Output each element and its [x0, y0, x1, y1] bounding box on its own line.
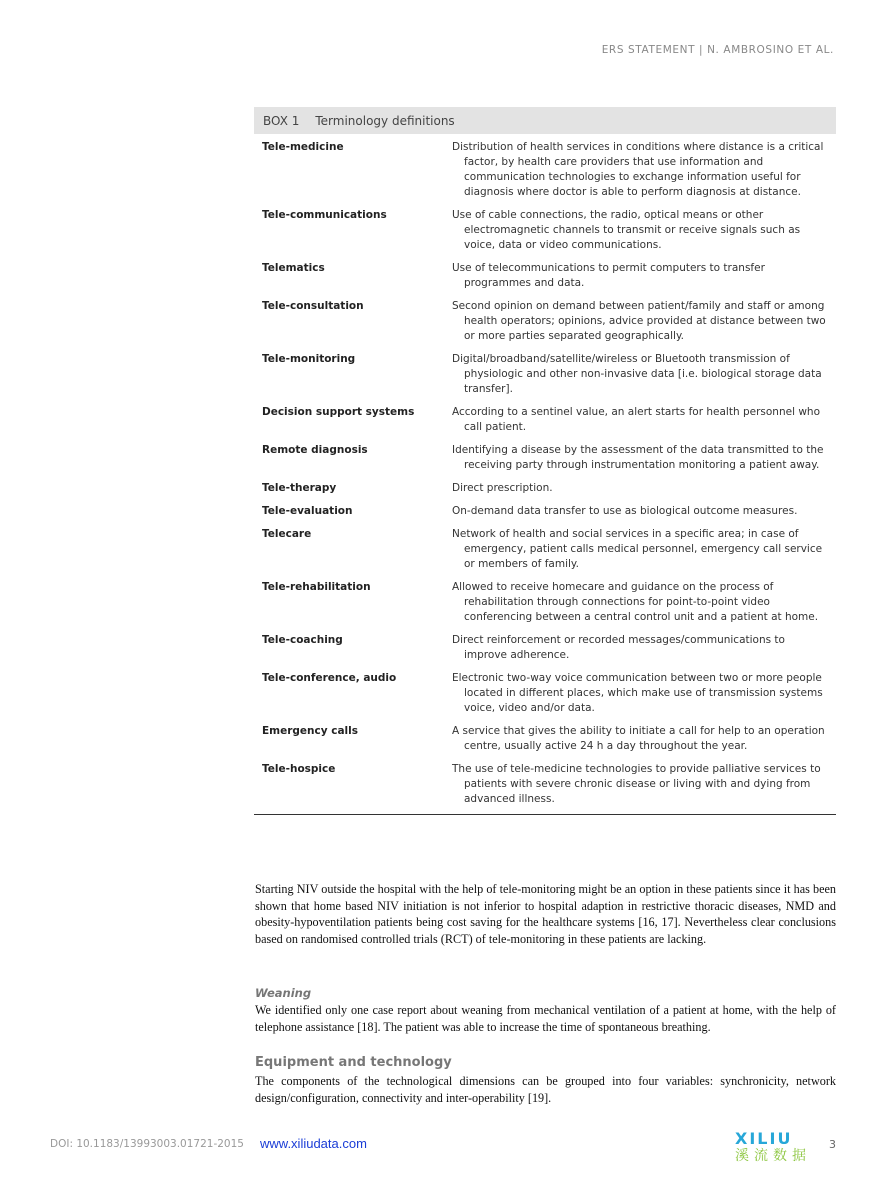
heading-equipment: Equipment and technology [255, 1055, 452, 1070]
term-row [254, 580, 836, 625]
term-row [254, 208, 836, 253]
definition: Digital/broadband/satellite/wireless or Bluetooth transmission of physiologic and other non-invasive data [i.e. biological storage data transfer]. [452, 353, 822, 395]
term-row [254, 633, 836, 663]
definition: The use of tele-medicine technologies to provide palliative services to patients with severe chronic disease or living with and dying from advanced illness. [452, 763, 821, 805]
definition: Network of health and social services in a specific area; in case of emergency, patient calls medical personnel, emergency call service or members of family. [452, 528, 823, 570]
term-row [254, 443, 836, 473]
term: Tele-evaluation [262, 505, 353, 517]
definition: Direct reinforcement or recorded messages/communications to improve adherence. [452, 634, 785, 661]
term-row [254, 671, 836, 716]
body-paragraph-1: Starting NIV outside the hospital with the help of tele-monitoring might be an option in these patients since it has been shown that home based NIV initiation is not inferior to hospital adaption in restrictive thoracic diseases, NMD and obesity-hypoventilation patients being cost saving for the healthcare systems [16, 17]. Nevertheless clear conclusions based on randomised controlled trials (RCT) of tele-monitoring in these patients are lacking. [255, 882, 836, 946]
term-row [254, 299, 836, 344]
subheading-weaning: Weaning [255, 986, 312, 1000]
definition: Allowed to receive homecare and guidance on the process of rehabilitation through connections for point-to-point video conferencing between a central control unit and a patient at home. [452, 581, 819, 623]
logo-cn: 溪流数据 [735, 1148, 811, 1164]
box-body [254, 134, 836, 814]
term: Emergency calls [262, 725, 359, 737]
term: Tele-communications [262, 209, 387, 221]
term-row [254, 527, 836, 572]
term: Tele-rehabilitation [262, 581, 371, 593]
term-row [254, 762, 836, 807]
definition: A service that gives the ability to initiate a call for help to an operation centre, usually active 24 h a day throughout the year. [452, 725, 825, 752]
term: Tele-conference, audio [262, 672, 397, 684]
footer-doi: DOI: 10.1183/13993003.01721-2015 [50, 1138, 244, 1150]
definition: Use of cable connections, the radio, optical means or other electromagnetic channels to transmit or receive signals such as voice, data or video communications. [452, 209, 801, 251]
terminology-box [254, 107, 836, 815]
box-title: Terminology definitions [315, 113, 455, 128]
term-row [254, 504, 836, 519]
term-row [254, 140, 836, 200]
footer-link[interactable]: www.xiliudata.com [260, 1136, 367, 1151]
box-label: BOX 1 [263, 113, 300, 128]
running-head: ERS STATEMENT | N. AMBROSINO ET AL. [601, 44, 834, 56]
term: Tele-hospice [262, 763, 336, 775]
term: Tele-medicine [262, 141, 344, 153]
definition: Electronic two-way voice communication between two or more people located in different places, which make use of transmission systems voice, video and/or data. [452, 672, 823, 714]
term-row [254, 724, 836, 754]
term-row [254, 481, 836, 496]
body-paragraph-2: We identified only one case report about weaning from mechanical ventilation of a patient at home, with the help of telephone assistance [18]. The patient was able to increase the time of spontaneous breathing. [255, 1003, 836, 1034]
term: Telematics [262, 262, 325, 274]
body-paragraph-3: The components of the technological dimensions can be grouped into four variables: synchronicity, network design/configuration, connectivity and inter-operability [19]. [255, 1074, 836, 1105]
definition: Identifying a disease by the assessment of the data transmitted to the receiving party through instrumentation monitoring a patient away. [452, 444, 824, 471]
term: Decision support systems [262, 406, 415, 418]
definition: According to a sentinel value, an alert starts for health personnel who call patient. [452, 406, 820, 433]
definition: Direct prescription. [452, 482, 553, 494]
term: Tele-monitoring [262, 353, 356, 365]
page-number: 3 [829, 1138, 836, 1151]
xiliu-logo [735, 1130, 819, 1166]
term-row [254, 405, 836, 435]
term-row [254, 352, 836, 397]
term-row [254, 261, 836, 291]
box-header [254, 107, 836, 134]
term: Remote diagnosis [262, 444, 368, 456]
definition: Second opinion on demand between patient/family and staff or among health operators; opinions, advice provided at distance between two or more parties separated geographically. [452, 300, 826, 342]
term: Telecare [262, 528, 312, 540]
logo-word: XILIU [735, 1129, 793, 1148]
term: Tele-coaching [262, 634, 343, 646]
term: Tele-therapy [262, 482, 337, 494]
definition: Use of telecommunications to permit computers to transfer programmes and data. [452, 262, 765, 289]
definition: Distribution of health services in conditions where distance is a critical factor, by health care providers that use information and communication technologies to exchange information useful for diagnosis where doctor is able to perform diagnosis at distance. [452, 141, 824, 198]
definition: On-demand data transfer to use as biological outcome measures. [452, 505, 798, 517]
term: Tele-consultation [262, 300, 364, 312]
